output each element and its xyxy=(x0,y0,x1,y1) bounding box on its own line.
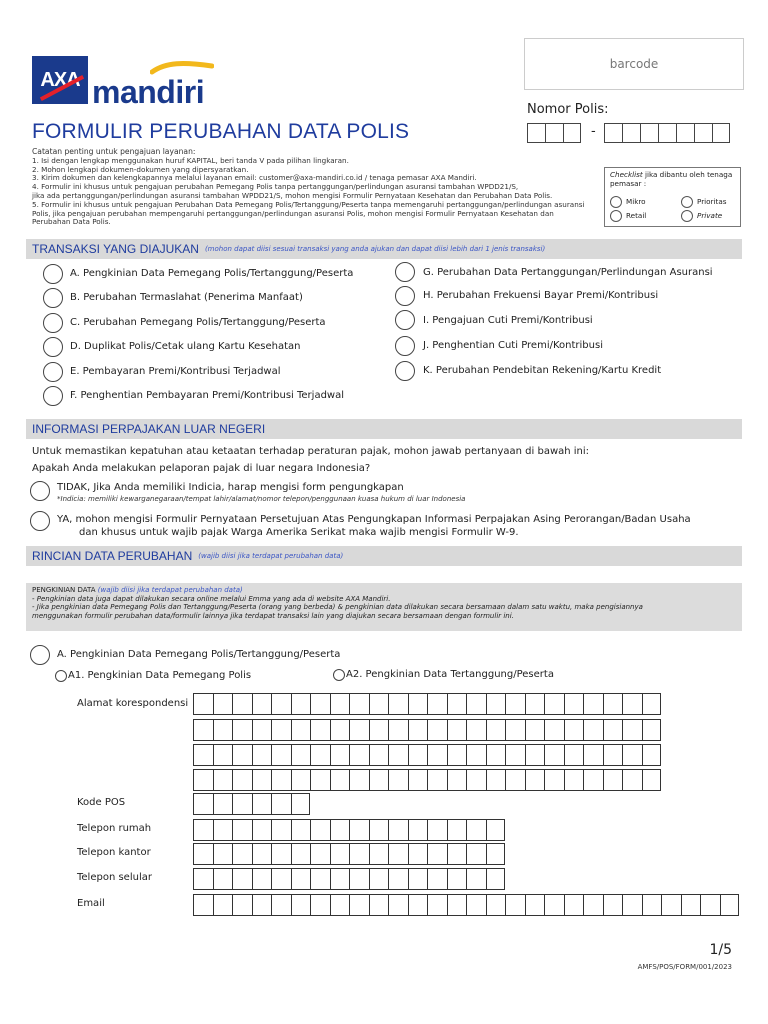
input-cell[interactable] xyxy=(310,868,330,890)
transaksi-k-label: K. Perubahan Pendebitan Rekening/Kartu Kredit xyxy=(423,365,662,376)
pengkinian-a-radio[interactable] xyxy=(30,645,50,665)
input-cell[interactable] xyxy=(330,843,350,865)
telepon-rumah-label: Telepon rumah xyxy=(77,823,152,834)
input-cell[interactable] xyxy=(622,744,642,766)
input-cell[interactable] xyxy=(486,894,506,916)
input-cell[interactable] xyxy=(330,744,350,766)
input-cell[interactable] xyxy=(486,693,506,715)
input-cell[interactable] xyxy=(583,719,603,741)
transaksi-h-radio[interactable] xyxy=(395,286,415,306)
input-cell[interactable] xyxy=(603,693,623,715)
input-cell[interactable] xyxy=(232,868,252,890)
transaksi-c-radio[interactable] xyxy=(43,313,63,333)
input-cell[interactable] xyxy=(622,894,642,916)
input-cell[interactable] xyxy=(369,769,389,791)
transaksi-i-label: I. Pengajuan Cuti Premi/Kontribusi xyxy=(423,315,593,326)
input-cell[interactable] xyxy=(291,793,311,815)
kode-pos-input[interactable] xyxy=(193,793,310,815)
input-cell[interactable] xyxy=(642,719,662,741)
input-cell[interactable] xyxy=(310,894,330,916)
input-cell[interactable] xyxy=(291,693,311,715)
transaksi-h-label: H. Perubahan Frekuensi Bayar Premi/Kontribusi xyxy=(423,290,659,301)
input-cell[interactable] xyxy=(193,894,213,916)
input-cell[interactable] xyxy=(349,744,369,766)
input-cell[interactable] xyxy=(447,868,467,890)
input-cell[interactable] xyxy=(427,843,447,865)
input-cell[interactable] xyxy=(369,843,389,865)
transaksi-c-label: C. Perubahan Pemegang Polis/Tertanggung/Peserta xyxy=(70,317,326,328)
input-cell[interactable] xyxy=(310,719,330,741)
transaksi-k-radio[interactable] xyxy=(395,361,415,381)
input-cell[interactable] xyxy=(232,819,252,841)
input-cell[interactable] xyxy=(408,894,428,916)
input-cell[interactable] xyxy=(252,819,272,841)
telepon-kantor-label: Telepon kantor xyxy=(77,847,151,858)
input-cell[interactable] xyxy=(291,719,311,741)
input-cell[interactable] xyxy=(622,769,642,791)
input-cell[interactable] xyxy=(193,819,213,841)
input-cell[interactable] xyxy=(271,793,291,815)
pajak-ya-label-1: YA, mohon mengisi Formulir Pernyataan Persetujuan Atas Pengungkapan Informasi Perpajakan Asing Perorangan/Badan Usaha xyxy=(57,514,691,525)
nomor-polis-part1-input[interactable] xyxy=(527,123,581,143)
input-cell[interactable] xyxy=(310,744,330,766)
pengkinian-a1-label: A1. Pengkinian Data Pemegang Polis xyxy=(68,670,252,681)
input-cell[interactable] xyxy=(271,843,291,865)
input-cell[interactable] xyxy=(466,744,486,766)
input-cell[interactable] xyxy=(544,693,564,715)
input-cell[interactable] xyxy=(603,894,623,916)
input-cell[interactable] xyxy=(291,868,311,890)
input-cell[interactable] xyxy=(271,719,291,741)
input-cell[interactable] xyxy=(447,843,467,865)
input-cell[interactable] xyxy=(447,894,467,916)
input-cell[interactable] xyxy=(525,894,545,916)
input-cell[interactable] xyxy=(271,744,291,766)
input-cell[interactable] xyxy=(642,744,662,766)
input-cell[interactable] xyxy=(681,894,701,916)
input-cell[interactable] xyxy=(603,769,623,791)
input-cell[interactable] xyxy=(271,769,291,791)
input-cell[interactable] xyxy=(544,719,564,741)
input-cell[interactable] xyxy=(369,868,389,890)
transaksi-a-radio[interactable] xyxy=(43,264,63,284)
pengkinian-a1-radio[interactable] xyxy=(55,670,67,682)
input-cell[interactable] xyxy=(720,894,740,916)
input-cell[interactable] xyxy=(583,744,603,766)
input-cell[interactable] xyxy=(213,744,233,766)
input-cell[interactable] xyxy=(642,769,662,791)
input-cell[interactable] xyxy=(466,719,486,741)
transaksi-e-label: E. Pembayaran Premi/Kontribusi Terjadwal xyxy=(70,366,281,377)
input-cell[interactable] xyxy=(603,719,623,741)
input-cell[interactable] xyxy=(525,769,545,791)
transaksi-b-label: B. Perubahan Termaslahat (Penerima Manfaat) xyxy=(70,292,303,303)
input-cell[interactable] xyxy=(193,868,213,890)
input-cell[interactable] xyxy=(564,719,584,741)
input-cell[interactable] xyxy=(349,894,369,916)
input-cell[interactable] xyxy=(330,819,350,841)
alamat-line-1-input[interactable] xyxy=(193,693,661,715)
input-cell[interactable] xyxy=(642,693,662,715)
transaksi-d-radio[interactable] xyxy=(43,337,63,357)
input-cell[interactable] xyxy=(544,894,564,916)
input-cell[interactable] xyxy=(408,744,428,766)
input-cell[interactable] xyxy=(486,719,506,741)
input-cell[interactable] xyxy=(330,719,350,741)
input-cell[interactable] xyxy=(291,894,311,916)
telepon-rumah-input[interactable] xyxy=(193,819,505,841)
transaksi-f-label: F. Penghentian Pembayaran Premi/Kontribusi Terjadwal xyxy=(70,390,345,401)
pajak-ya-label-2: dan khusus untuk wajib pajak Warga Amerika Serikat maka wajib mengisi Formulir W-9. xyxy=(79,527,519,538)
barcode-box: barcode xyxy=(524,38,744,90)
input-cell[interactable] xyxy=(700,894,720,916)
pajak-ya-radio[interactable] xyxy=(30,511,50,531)
input-cell[interactable] xyxy=(388,819,408,841)
input-cell[interactable] xyxy=(232,693,252,715)
input-cell[interactable] xyxy=(213,843,233,865)
input-cell[interactable] xyxy=(349,819,369,841)
input-cell[interactable] xyxy=(388,744,408,766)
input-cell[interactable] xyxy=(544,744,564,766)
input-cell[interactable] xyxy=(564,894,584,916)
input-cell[interactable] xyxy=(408,693,428,715)
nomor-polis-separator: - xyxy=(591,124,596,139)
input-cell[interactable] xyxy=(252,894,272,916)
pajak-tidak-radio[interactable] xyxy=(30,481,50,501)
input-cell[interactable] xyxy=(427,744,447,766)
input-cell[interactable] xyxy=(486,769,506,791)
input-cell[interactable] xyxy=(505,894,525,916)
input-cell[interactable] xyxy=(213,769,233,791)
input-cell[interactable] xyxy=(447,769,467,791)
input-cell[interactable] xyxy=(193,793,213,815)
input-cell[interactable] xyxy=(193,693,213,715)
pengkinian-a2-radio[interactable] xyxy=(333,669,345,681)
input-cell[interactable] xyxy=(388,719,408,741)
input-cell[interactable] xyxy=(291,819,311,841)
input-cell[interactable] xyxy=(583,769,603,791)
alamat-line-3-input[interactable] xyxy=(193,744,661,766)
pajak-tidak-label: TIDAK, Jika Anda memiliki Indicia, harap mengisi form pengungkapan xyxy=(57,482,404,493)
input-cell[interactable] xyxy=(291,843,311,865)
input-cell[interactable] xyxy=(583,894,603,916)
mandiri-logo-text: mandiri xyxy=(92,74,205,110)
input-cell[interactable] xyxy=(369,693,389,715)
transaksi-d-label: D. Duplikat Polis/Cetak ulang Kartu Kesehatan xyxy=(70,341,301,352)
pengkinian-a2-label: A2. Pengkinian Data Tertanggung/Peserta xyxy=(346,669,554,680)
input-cell[interactable] xyxy=(466,894,486,916)
input-cell[interactable] xyxy=(505,719,525,741)
input-cell[interactable] xyxy=(232,769,252,791)
input-cell[interactable] xyxy=(252,793,272,815)
input-cell[interactable] xyxy=(447,819,467,841)
input-cell[interactable] xyxy=(525,693,545,715)
checklist-prioritas[interactable]: Prioritas xyxy=(681,196,726,208)
input-cell[interactable] xyxy=(271,693,291,715)
input-cell[interactable] xyxy=(213,793,233,815)
input-cell[interactable] xyxy=(544,769,564,791)
input-cell[interactable] xyxy=(310,769,330,791)
input-cell[interactable] xyxy=(388,769,408,791)
pengkinian-data-info-box: PENGKINIAN DATA (wajib diisi jika terdapat perubahan data) - Pengkinian data juga dapat dilakukan secara online melalui Emma yang ada di website AXA Mandiri. - Jika pengkinian data Pemegang Polis dan Tertanggung/Peserta (orang yang berbeda) & pengkinian data dilakukan secara bersamaan dalam satu waktu, maka pengisiannya menggunakan formulir perubahan data/formulir lainnya jika terdapat transaksi lain yang diajukan secara bersamaan dengan formulir ini. xyxy=(26,583,742,631)
input-cell[interactable] xyxy=(291,744,311,766)
pajak-section-header: INFORMASI PERPAJAKAN LUAR NEGERI xyxy=(26,419,742,439)
transaksi-section-header: TRANSAKSI YANG DIAJUKAN (mohon dapat diisi sesuai transaksi yang anda ajukan dan dapat diisi lebih dari 1 jenis transaksi) xyxy=(26,239,742,259)
pajak-intro-1: Untuk memastikan kepatuhan atau ketaatan terhadap peraturan pajak, mohon jawab pertanyaan di bawah ini: xyxy=(32,446,590,457)
input-cell[interactable] xyxy=(330,894,350,916)
input-cell[interactable] xyxy=(564,744,584,766)
input-cell[interactable] xyxy=(486,744,506,766)
input-cell[interactable] xyxy=(369,744,389,766)
checklist-mikro[interactable]: Mikro xyxy=(610,196,646,208)
transaksi-g-radio[interactable] xyxy=(395,262,415,282)
input-cell[interactable] xyxy=(388,868,408,890)
transaksi-g-label: G. Perubahan Data Pertanggungan/Perlindungan Asuransi xyxy=(423,267,713,278)
input-cell[interactable] xyxy=(213,819,233,841)
input-cell[interactable] xyxy=(583,693,603,715)
input-cell[interactable] xyxy=(603,744,623,766)
alamat-line-2-input[interactable] xyxy=(193,719,661,741)
input-cell[interactable] xyxy=(252,843,272,865)
email-input[interactable] xyxy=(193,894,739,916)
input-cell[interactable] xyxy=(232,894,252,916)
input-cell[interactable] xyxy=(525,719,545,741)
input-cell[interactable] xyxy=(213,719,233,741)
telepon-selular-label: Telepon selular xyxy=(77,872,152,883)
input-cell[interactable] xyxy=(466,868,486,890)
input-cell[interactable] xyxy=(369,719,389,741)
input-cell[interactable] xyxy=(388,693,408,715)
input-cell[interactable] xyxy=(213,693,233,715)
form-code: AMFS/POS/FORM/001/2023 xyxy=(637,963,732,971)
input-cell[interactable] xyxy=(193,719,213,741)
input-cell[interactable] xyxy=(505,769,525,791)
input-cell[interactable] xyxy=(232,843,252,865)
input-cell[interactable] xyxy=(427,819,447,841)
input-cell[interactable] xyxy=(525,744,545,766)
email-label: Email xyxy=(77,898,105,909)
checklist-private[interactable]: Private xyxy=(681,210,722,222)
input-cell[interactable] xyxy=(271,894,291,916)
input-cell[interactable] xyxy=(408,868,428,890)
input-cell[interactable] xyxy=(505,744,525,766)
input-cell[interactable] xyxy=(330,693,350,715)
input-cell[interactable] xyxy=(388,894,408,916)
input-cell[interactable] xyxy=(310,819,330,841)
input-cell[interactable] xyxy=(232,719,252,741)
input-cell[interactable] xyxy=(349,769,369,791)
checklist-pemasar-box: Checklist jika dibantu oleh tenaga pemasar : Mikro Prioritas Retail Private xyxy=(604,167,741,227)
input-cell[interactable] xyxy=(466,769,486,791)
input-cell[interactable] xyxy=(193,744,213,766)
page-title: FORMULIR PERUBAHAN DATA POLIS xyxy=(32,120,410,143)
checklist-retail[interactable]: Retail xyxy=(610,210,646,222)
input-cell[interactable] xyxy=(232,744,252,766)
input-cell[interactable] xyxy=(213,868,233,890)
axa-logo: AXA xyxy=(32,56,88,104)
input-cell[interactable] xyxy=(427,769,447,791)
rincian-section-header: RINCIAN DATA PERUBAHAN (wajib diisi jika terdapat perubahan data) xyxy=(26,546,742,566)
kode-pos-label: Kode POS xyxy=(77,797,126,808)
transaksi-i-radio[interactable] xyxy=(395,310,415,330)
input-cell[interactable] xyxy=(564,769,584,791)
input-cell[interactable] xyxy=(232,793,252,815)
input-cell[interactable] xyxy=(466,819,486,841)
input-cell[interactable] xyxy=(252,868,272,890)
input-cell[interactable] xyxy=(427,719,447,741)
input-cell[interactable] xyxy=(349,693,369,715)
page-number: 1/5 xyxy=(709,942,732,958)
alamat-label: Alamat korespondensi xyxy=(77,698,189,709)
input-cell[interactable] xyxy=(213,894,233,916)
input-cell[interactable] xyxy=(252,744,272,766)
input-cell[interactable] xyxy=(271,819,291,841)
input-cell[interactable] xyxy=(271,868,291,890)
input-cell[interactable] xyxy=(310,693,330,715)
input-cell[interactable] xyxy=(408,819,428,841)
alamat-line-4-input[interactable] xyxy=(193,769,661,791)
input-cell[interactable] xyxy=(193,843,213,865)
pajak-intro-2: Apakah Anda melakukan pelaporan pajak di luar negara Indonesia? xyxy=(32,463,371,474)
transaksi-b-radio[interactable] xyxy=(43,288,63,308)
input-cell[interactable] xyxy=(369,819,389,841)
transaksi-j-radio[interactable] xyxy=(395,336,415,356)
pajak-indicia-note: *Indicia: memiliki kewarganegaraan/tempat lahir/alamat/nomor telepon/penggunaan kuasa hukum di luar Indonesia xyxy=(57,495,466,503)
input-cell[interactable] xyxy=(564,693,584,715)
telepon-kantor-input[interactable] xyxy=(193,843,505,865)
input-cell[interactable] xyxy=(252,769,272,791)
input-cell[interactable] xyxy=(466,693,486,715)
input-cell[interactable] xyxy=(466,843,486,865)
input-cell[interactable] xyxy=(642,894,662,916)
input-cell[interactable] xyxy=(388,843,408,865)
input-cell[interactable] xyxy=(427,868,447,890)
input-cell[interactable] xyxy=(622,693,642,715)
input-cell[interactable] xyxy=(193,769,213,791)
nomor-polis-label: Nomor Polis: xyxy=(527,102,609,117)
input-cell[interactable] xyxy=(427,693,447,715)
input-cell[interactable] xyxy=(486,843,506,865)
input-cell[interactable] xyxy=(349,719,369,741)
input-cell[interactable] xyxy=(661,894,681,916)
transaksi-f-radio[interactable] xyxy=(43,386,63,406)
input-cell[interactable] xyxy=(408,843,428,865)
input-cell[interactable] xyxy=(447,744,467,766)
input-cell[interactable] xyxy=(427,894,447,916)
nomor-polis-part2-input[interactable] xyxy=(604,123,730,143)
input-cell[interactable] xyxy=(349,843,369,865)
input-cell[interactable] xyxy=(622,719,642,741)
input-cell[interactable] xyxy=(505,693,525,715)
input-cell[interactable] xyxy=(486,868,506,890)
input-cell[interactable] xyxy=(486,819,506,841)
input-cell[interactable] xyxy=(310,843,330,865)
pengkinian-a-label: A. Pengkinian Data Pemegang Polis/Tertanggung/Peserta xyxy=(57,649,341,660)
transaksi-e-radio[interactable] xyxy=(43,362,63,382)
input-cell[interactable] xyxy=(447,719,467,741)
important-notes: Catatan penting untuk pengajuan layanan: 1. Isi dengan lengkap menggunakan huruf KAPITAL, beri tanda V pada pilihan lingkaran. 2. Mohon lengkapi dokumen-dokumen yang dipersyaratkan. 3. Kirim dokumen dan kelengkapannya melalui layanan email: customer@axa-mandiri.co.id / tenaga pemasar AXA Mandiri. 4. Formulir ini khusus untuk pengajuan perubahan Pemegang Polis tanpa pertanggungan/perlindungan asuransi tambahan WPDD21/S, jika ada pertanggungan/perlindungan asuransi tambahan WPDD21/S, mohon mengisi Formulir Pernyataan Kesehatan dan Perubahan Data Polis. 5. Formulir ini khusus untuk pengajuan Perubahan Data Pemegang Polis/Tertanggung/Peserta tanpa memengaruhi pertanggungan/perlindungan asuransi Polis, jika pengajuan perubahan mempengaruhi pertanggungan/perlindungan asuransi Polis, mohon mengisi Formulir Pernyataan Kesehatan dan Perubahan Data Polis. xyxy=(32,147,585,227)
input-cell[interactable] xyxy=(447,693,467,715)
input-cell[interactable] xyxy=(330,769,350,791)
input-cell[interactable] xyxy=(252,719,272,741)
input-cell[interactable] xyxy=(408,769,428,791)
input-cell[interactable] xyxy=(330,868,350,890)
input-cell[interactable] xyxy=(349,868,369,890)
input-cell[interactable] xyxy=(408,719,428,741)
telepon-selular-input[interactable] xyxy=(193,868,505,890)
transaksi-j-label: J. Penghentian Cuti Premi/Kontribusi xyxy=(423,340,603,351)
input-cell[interactable] xyxy=(291,769,311,791)
transaksi-a-label: A. Pengkinian Data Pemegang Polis/Tertanggung/Peserta xyxy=(70,268,354,279)
input-cell[interactable] xyxy=(252,693,272,715)
input-cell[interactable] xyxy=(369,894,389,916)
